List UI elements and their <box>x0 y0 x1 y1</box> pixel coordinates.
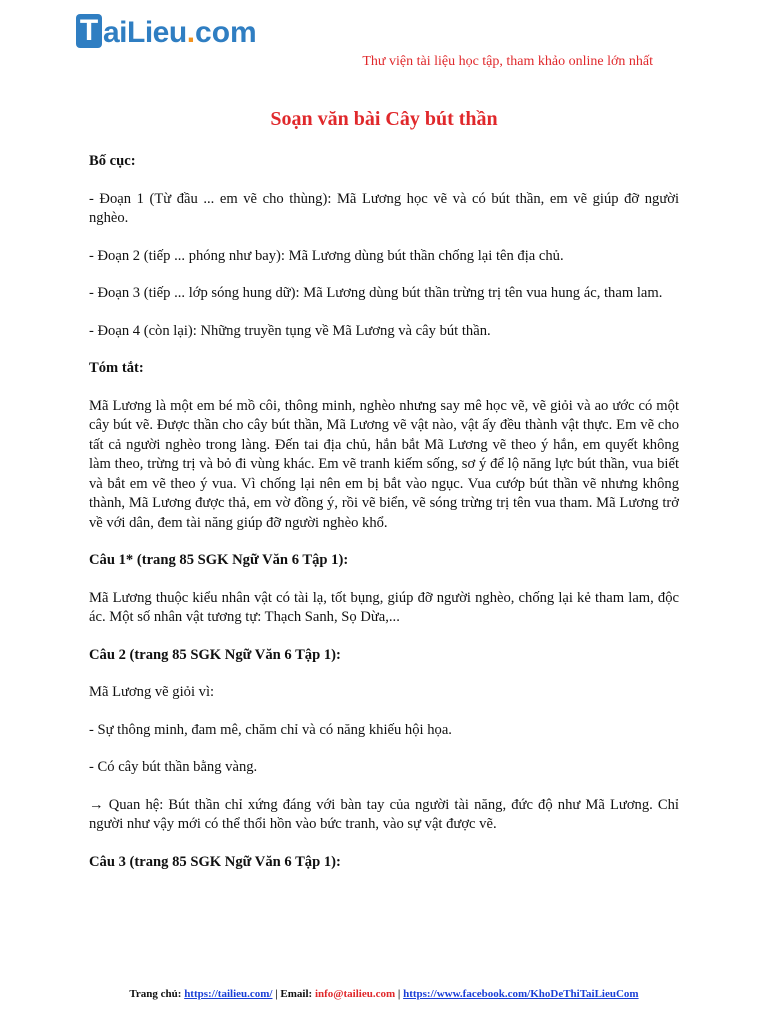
site-tagline: Thư viện tài liệu học tập, tham khảo online lớn nhất <box>362 54 653 69</box>
logo-ext: com <box>195 16 257 49</box>
page-footer <box>0 988 768 1000</box>
section-heading: Câu 3 (trang 85 SGK Ngữ Văn 6 Tập 1): <box>89 853 341 870</box>
logo-dot: . <box>186 16 196 49</box>
section-heading: Tóm tắt: <box>89 360 144 376</box>
body-paragraph: - Đoạn 1 (Từ đầu ... em vẽ cho thùng): Mã Lương học vẽ và có bút thần, em vẽ giúp đỡ người nghèo. <box>89 190 679 226</box>
section-heading: Bố cục: <box>89 153 136 169</box>
body-paragraph: - Sự thông minh, đam mê, chăm chỉ và có năng khiếu hội họa. <box>89 721 452 738</box>
section-heading: Câu 2 (trang 85 SGK Ngữ Văn 6 Tập 1): <box>89 646 341 663</box>
footer-separator-email: | Email: <box>272 988 315 1000</box>
body-paragraph: → Quan hệ: Bút thần chỉ xứng đáng với bàn tay của người tài năng, đức độ như Mã Lương. Chỉ người như vậy mới có thể thổi hồn vào bức tranh, vào sự vật được vẽ. <box>89 796 679 832</box>
footer-separator: | <box>395 988 404 1000</box>
body-paragraph: - Có cây bút thần bằng vàng. <box>89 759 258 775</box>
body-paragraph: - Đoạn 2 (tiếp ... phóng như bay): Mã Lương dùng bút thần chống lại tên địa chủ. <box>89 247 564 264</box>
document-body <box>89 152 679 890</box>
body-paragraph: - Đoạn 3 (tiếp ... lớp sóng hung dữ): Mã Lương dùng bút thần trừng trị tên vua hung ác, tham lam. <box>89 285 663 301</box>
footer-facebook-link[interactable]: https://www.facebook.com/KhoDeThiTaiLieuCom <box>403 988 639 1000</box>
logo-name: aiLieu <box>103 16 187 49</box>
footer-home-link[interactable]: https://tailieu.com/ <box>184 988 273 1000</box>
body-paragraph: Mã Lương thuộc kiểu nhân vật có tài lạ, tốt bụng, giúp đỡ người nghèo, chống lại kẻ tham lam, độc ác. Một số nhân vật tương tự: Thạch Sanh, Sọ Dừa,... <box>89 589 679 625</box>
footer-email-link[interactable]: info@tailieu.com <box>314 988 396 1000</box>
footer-home-label: Trang chủ: <box>129 988 185 1000</box>
section-heading: Câu 1* (trang 85 SGK Ngữ Văn 6 Tập 1): <box>89 552 349 568</box>
site-logo[interactable] <box>76 14 257 48</box>
document-title: Soạn văn bài Cây bút thần <box>270 108 498 130</box>
body-paragraph: Mã Lương vẽ giỏi vì: <box>89 684 215 700</box>
body-paragraph: Mã Lương là một em bé mồ côi, thông minh, nghèo nhưng say mê học vẽ, vẽ giỏi và ao ước có một cây bút vẽ. Được thần cho cây bút thần, Mã Lương vẽ vật nào, vật ấy đều thành vật thực. Em vẽ cho tất cả người nghèo trong làng. Đến tai địa chủ, hắn bắt Mã Lương vẽ theo ý hắn, em quyết không làm theo, trừng trị và bỏ đi vùng khác. Em vẽ tranh kiếm sống, sơ ý để lộ năng lực bút thần, vua biết và bắt em vẽ theo ý vua. Vì chống lại nên em bị bắt vào ngục. Vua cướp bút thần vẽ nhưng không thành, Mã Lương được thả, em vờ đồng ý, rồi vẽ biển, vẽ sóng trừng trị tên vua tham. Mã Lương trở về với dân, đem tài năng giúp đỡ người nghèo khổ. <box>89 397 679 531</box>
body-paragraph: - Đoạn 4 (còn lại): Những truyền tụng về Mã Lương và cây bút thần. <box>89 322 491 339</box>
logo-mark: T <box>76 14 102 48</box>
